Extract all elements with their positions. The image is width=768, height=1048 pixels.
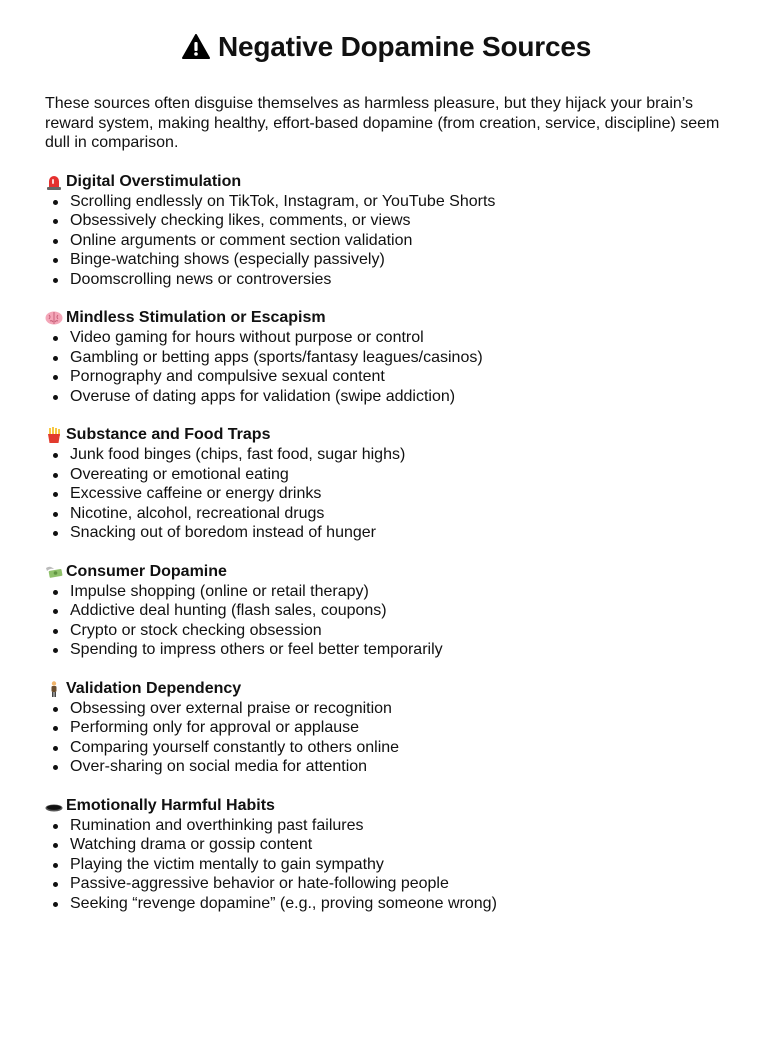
list-item: Nicotine, alcohol, recreational drugs xyxy=(45,504,728,524)
list-item: Overuse of dating apps for validation (swipe addiction) xyxy=(45,387,728,407)
document-page xyxy=(0,24,768,1048)
person-standing-icon xyxy=(45,681,63,697)
list-item: Pornography and compulsive sexual content xyxy=(45,367,728,387)
list-item: Passive-aggressive behavior or hate-following people xyxy=(45,874,728,894)
list-item: Performing only for approval or applause xyxy=(45,718,728,738)
item-list xyxy=(45,699,728,777)
list-item: Online arguments or comment section validation xyxy=(45,231,728,251)
warning-icon xyxy=(182,34,210,60)
list-item: Scrolling endlessly on TikTok, Instagram, or YouTube Shorts xyxy=(45,192,728,212)
list-item: Obsessively checking likes, comments, or views xyxy=(45,211,728,231)
section-heading xyxy=(45,309,728,329)
page-title: Negative Dopamine Sources xyxy=(217,31,592,62)
intro-paragraph: These sources often disguise themselves as harmless pleasure, but they hijack your brain’s reward system, making healthy, effort-based dopamine (from creation, service, discipline) seem dull in comparison. xyxy=(45,95,720,151)
list-item: Playing the victim mentally to gain sympathy xyxy=(45,855,728,875)
list-item: Seeking “revenge dopamine” (e.g., proving someone wrong) xyxy=(45,894,728,914)
fries-icon xyxy=(45,427,63,443)
list-item: Junk food binges (chips, fast food, sugar highs) xyxy=(45,445,728,465)
section-heading xyxy=(45,426,728,446)
list-item: Over-sharing on social media for attention xyxy=(45,757,728,777)
item-list xyxy=(45,445,728,543)
list-item: Impulse shopping (online or retail therapy) xyxy=(45,582,728,602)
item-list xyxy=(45,192,728,290)
section-heading-text: Substance and Food Traps xyxy=(66,426,271,444)
list-item: Overeating or emotional eating xyxy=(45,465,728,485)
item-list xyxy=(45,582,728,660)
list-item: Gambling or betting apps (sports/fantasy leagues/casinos) xyxy=(45,348,728,368)
list-item: Binge-watching shows (especially passively) xyxy=(45,250,728,270)
list-item: Rumination and overthinking past failures xyxy=(45,816,728,836)
list-item: Obsessing over external praise or recognition xyxy=(45,699,728,719)
list-item: Comparing yourself constantly to others online xyxy=(45,738,728,758)
section-substance-food xyxy=(45,426,728,543)
title-row xyxy=(45,24,728,70)
section-digital-overstimulation xyxy=(45,172,728,289)
section-mindless-stimulation xyxy=(45,309,728,407)
section-heading xyxy=(45,562,728,582)
item-list xyxy=(45,328,728,406)
item-list xyxy=(45,816,728,914)
section-heading xyxy=(45,172,728,192)
section-heading-text: Mindless Stimulation or Escapism xyxy=(66,309,326,327)
section-consumer-dopamine xyxy=(45,562,728,660)
hole-icon xyxy=(45,798,63,814)
section-emotionally-harmful xyxy=(45,796,728,913)
list-item: Doomscrolling news or controversies xyxy=(45,270,728,290)
section-heading xyxy=(45,679,728,699)
money-wings-icon xyxy=(45,564,63,580)
list-item: Crypto or stock checking obsession xyxy=(45,621,728,641)
list-item: Video gaming for hours without purpose or control xyxy=(45,328,728,348)
section-validation-dependency xyxy=(45,679,728,777)
section-heading-text: Emotionally Harmful Habits xyxy=(66,796,275,814)
list-item: Watching drama or gossip content xyxy=(45,835,728,855)
list-item: Excessive caffeine or energy drinks xyxy=(45,484,728,504)
brain-icon xyxy=(45,310,63,326)
siren-icon xyxy=(45,174,63,190)
list-item: Snacking out of boredom instead of hunger xyxy=(45,523,728,543)
section-heading-text: Digital Overstimulation xyxy=(66,172,242,190)
section-heading-text: Consumer Dopamine xyxy=(66,562,227,580)
list-item: Addictive deal hunting (flash sales, coupons) xyxy=(45,601,728,621)
section-heading xyxy=(45,796,728,816)
section-heading-text: Validation Dependency xyxy=(66,679,242,697)
list-item: Spending to impress others or feel better temporarily xyxy=(45,640,728,660)
